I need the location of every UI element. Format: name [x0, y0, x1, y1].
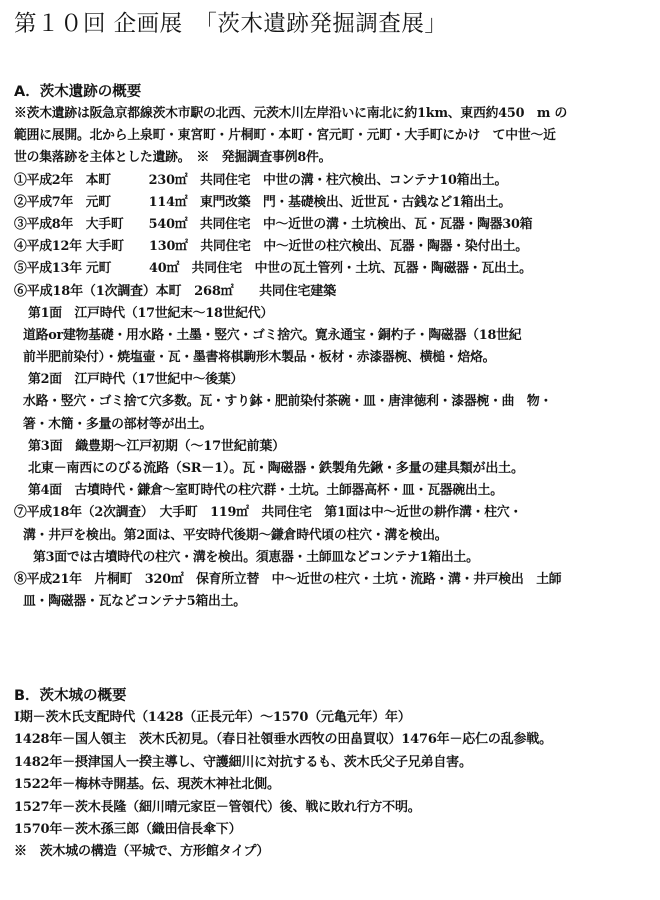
text-line: 北東－南西にのびる流路（SR－1）。瓦・陶磁器・鉄製角先鍬・多量の建具類が出土。 [28, 461, 524, 476]
timeline-entry: 1428年－国人領主 茨木氏初見。（春日社領垂水西牧の田畠買収）1476年－応仁の乱参戦。 [14, 732, 552, 748]
excavation-entry: ⑧平成21年 片桐町 320㎡ 保育所立替 中～近世の柱穴・土坑・流路・溝・井戸検出 土師 [14, 571, 562, 587]
section-a-lines [14, 103, 650, 613]
layer-heading: 第4面 古墳時代・鎌倉～室町時代の柱穴群・土坑。土師器高杯・皿・瓦器碗出土。 [28, 483, 503, 499]
layer-heading: 第1面 江戸時代（17世紀末～18世紀代） [28, 305, 274, 321]
text-line: 世の集落跡を主体とした遺跡。 ※ 発掘調査事例8件。 [14, 150, 332, 166]
timeline-entry: 1570年－茨木孫三郎（織田信長傘下） [14, 821, 242, 837]
layer-heading: 第3面 織豊期～江戸初期（～17世紀前葉） [28, 438, 285, 454]
timeline-entry: 1522年－梅林寺開基。伝、現茨木神社北側。 [14, 777, 280, 793]
excavation-entry: ⑥平成18年（1次調査）本町 268㎡ 共同住宅建築 [14, 283, 336, 299]
excavation-entry: ②平成7年 元町 114㎡ 東門改築 門・基礎検出、近世瓦・古銭など1箱出土。 [14, 194, 512, 210]
text-line: 第3面では古墳時代の柱穴・溝を検出。須恵器・土師皿などコンテナ1箱出土。 [33, 549, 479, 565]
excavation-entry: ⑦平成18年（2次調査） 大手町 119㎡ 共同住宅 第1面は中～近世の耕作溝・柱穴・ [14, 505, 523, 521]
layer-heading: 第2面 江戸時代（17世紀中～後葉） [28, 372, 244, 388]
note-line: ※ 茨木城の構造（平城で、方形館タイプ） [14, 844, 270, 860]
text-line: 前半肥前染付）・焼塩壷・瓦・墨書将棋駒形木製品・板材・赤漆器椀、横槌・焙烙。 [23, 350, 496, 366]
excavation-entry: ④平成12年 大手町 130㎡ 共同住宅 中～近世の柱穴検出、瓦器・陶器・染付出土。 [14, 239, 528, 255]
timeline-entry: 1527年－茨木長隆（細川晴元家臣－管領代）後、戦に敗れ行方不明。 [14, 799, 421, 815]
excavation-entry: ⑤平成13年 元町 40㎡ 共同住宅 中世の瓦土管列・土坑、瓦器・陶磁器・瓦出土。 [14, 261, 532, 277]
section-b-lines [14, 707, 650, 864]
section-b-ibaraki-castle [14, 685, 650, 864]
excavation-entry: ③平成8年 大手町 540㎡ 共同住宅 中～近世の溝・土坑検出、瓦・瓦器・陶器30箱 [14, 216, 533, 232]
text-line: 道路or建物基礎・用水路・土墨・竪穴・ゴミ捨穴。寛永通宝・銅杓子・陶磁器（18世紀 [23, 327, 522, 343]
section-a-heading: A．茨木遺跡の概要 [14, 84, 142, 100]
text-line: 範囲に展開。北から上泉町・東宮町・片桐町・本町・宮元町・元町・大手町にかけ て中世～近 [14, 128, 556, 144]
excavation-entry: ①平成2年 本町 230㎡ 共同住宅 中世の溝・柱穴検出、コンテナ10箱出土。 [14, 172, 508, 188]
text-line: 溝・井戸を検出。第2面は、平安時代後期～鎌倉時代頃の柱穴・溝を検出。 [23, 527, 448, 543]
text-line: 水路・竪穴・ゴミ捨て穴多数。瓦・すり鉢・肥前染付茶碗・皿・唐津徳利・漆器椀・曲 物・ [23, 394, 553, 410]
text-line: 箸・木簡・多量の部材等が出土。 [23, 416, 212, 432]
timeline-entry: 1482年－摂津国人一揆主導し、守護細川に対抗するも、茨木氏父子兄弟自害。 [14, 754, 472, 770]
text-line: ※茨木遺跡は阪急京都線茨木市駅の北西、元茨木川左岸沿いに南北に約1km、東西約450 m の [14, 106, 568, 121]
section-b-heading: B．茨木城の概要 [14, 688, 127, 704]
document-title: 第１０回 企画展 「茨木遺跡発掘調査展」 [14, 11, 448, 37]
period-heading: Ⅰ期－茨木氏支配時代（1428（正長元年）～1570（元亀元年）年） [14, 710, 411, 725]
section-a-ibaraki-site [14, 81, 650, 613]
text-line: 皿・陶磁器・瓦などコンテナ5箱出土。 [23, 594, 246, 610]
